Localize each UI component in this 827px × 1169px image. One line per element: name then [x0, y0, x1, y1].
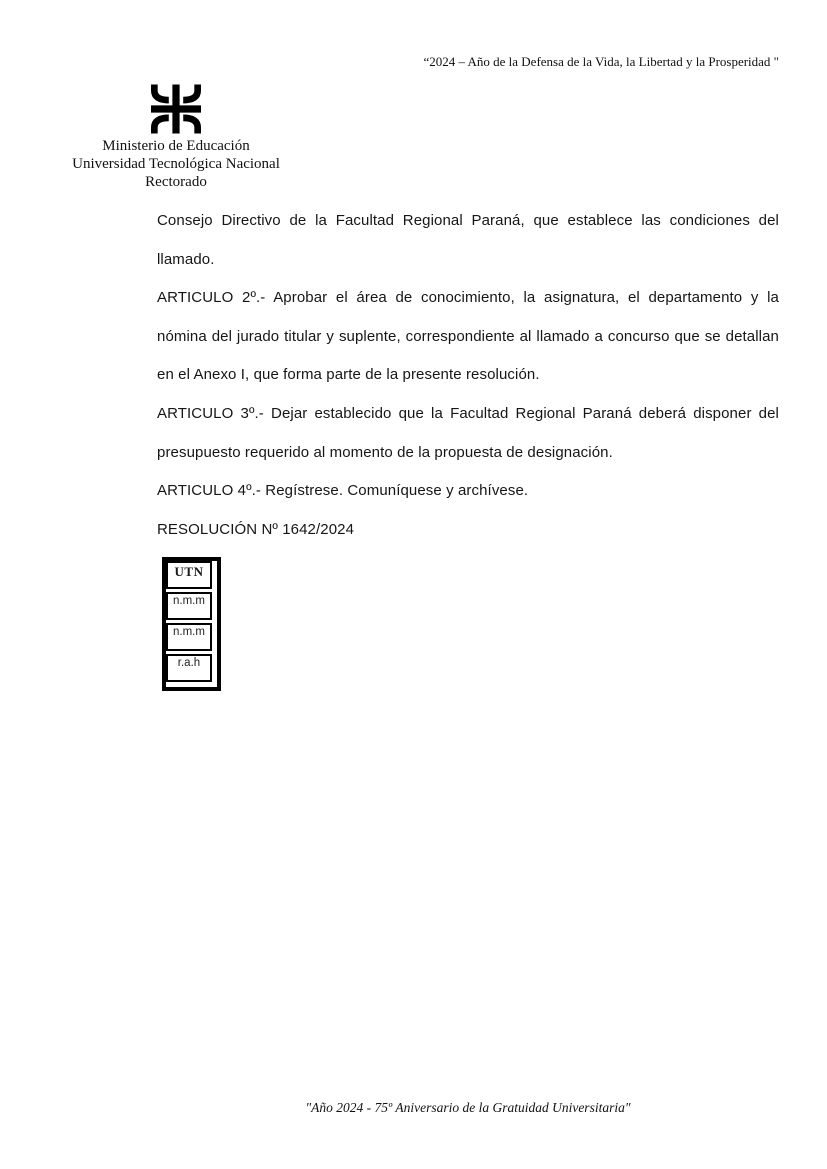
resolution-number: RESOLUCIÓN Nº 1642/2024 — [157, 520, 355, 538]
paragraph-continuation: Consejo Directivo de la Facultad Regional Paraná, que establece las condiciones del llamado. — [157, 212, 779, 268]
header-year-quote: “2024 – Año de la Defensa de la Vida, la Libertad y la Prosperidad " — [423, 54, 779, 69]
letterhead-ministry: Ministerio de Educación — [102, 138, 250, 154]
utn-logo — [148, 84, 204, 134]
paragraph-articulo-2: ARTICULO 2º.- Aprobar el área de conocimiento, la asignatura, el departamento y la nómina del jurado titular y suplente, correspondiente al llamado a concurso que se detallan en el Anexo I, que forma parte de la presente resolución. — [157, 289, 779, 384]
letterhead-university: Universidad Tecnológica Nacional — [72, 156, 280, 172]
stamp-cell-initials-2: n.m.m — [166, 623, 212, 651]
paragraph-articulo-3: ARTICULO 3º.- Dejar establecido que la Facultad Regional Paraná deberá disponer del presupuesto requerido al momento de la propuesta de designación. — [157, 404, 779, 461]
paragraph-articulo-4: ARTICULO 4º.- Regístrese. Comuníquese y archívese. — [157, 482, 529, 500]
stamp-cell-utn: UTN — [166, 561, 212, 589]
stamp-cell-initials-1: n.m.m — [166, 592, 212, 620]
letterhead — [60, 84, 292, 191]
letterhead-rectorado: Rectorado — [145, 174, 207, 190]
resolution-body — [157, 202, 779, 549]
initials-stamp-table — [162, 557, 221, 691]
footer-anniversary-quote: "Año 2024 - 75º Aniversario de la Gratuidad Universitaria" — [305, 1100, 631, 1115]
stamp-cell-initials-3: r.a.h — [166, 654, 212, 682]
